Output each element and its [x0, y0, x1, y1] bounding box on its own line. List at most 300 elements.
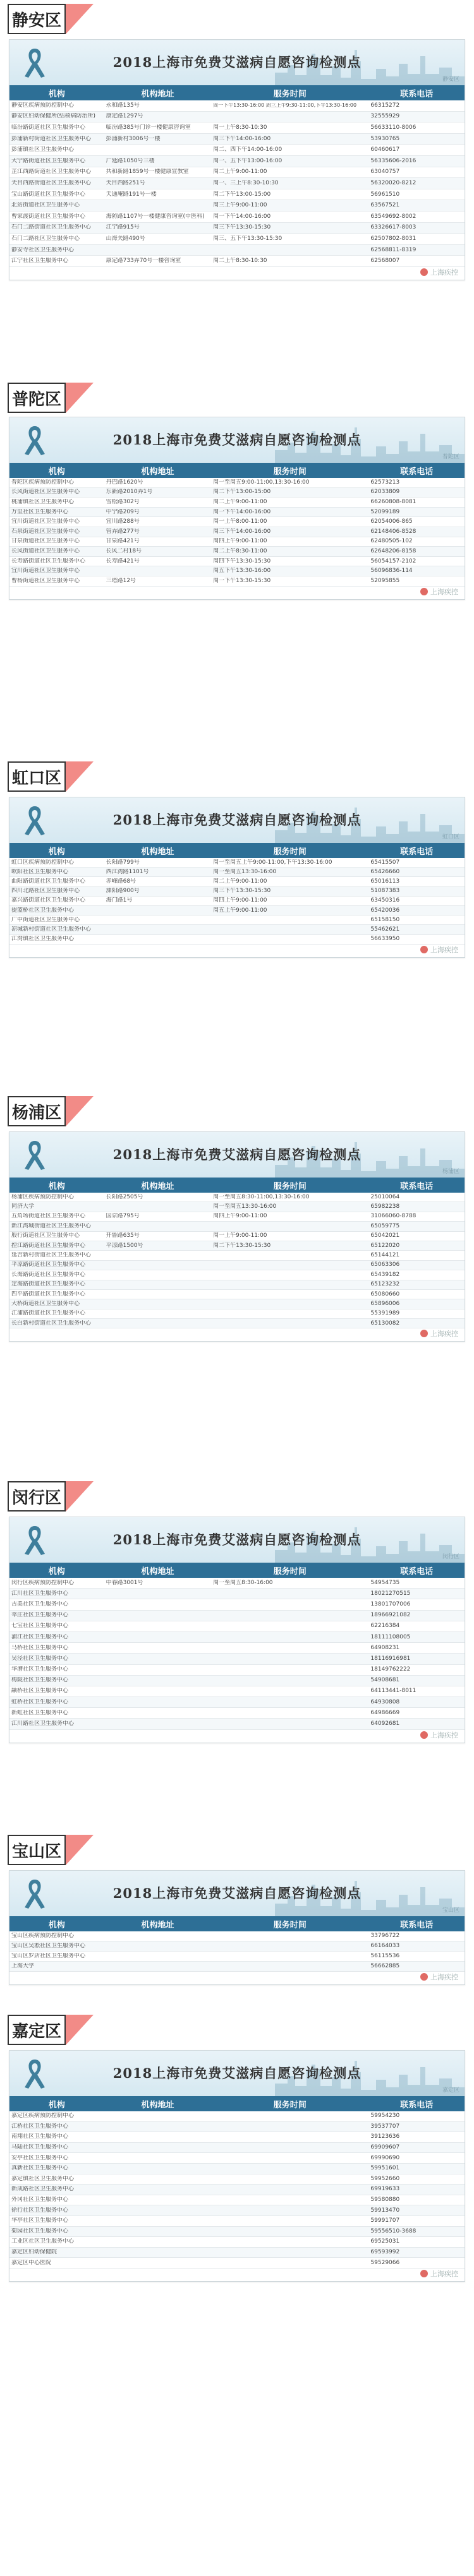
table-cell: 曲阳路街道社区卫生服务中心: [11, 878, 86, 885]
table-row: [9, 1697, 465, 1708]
table-row: [9, 1290, 465, 1299]
table-body: [9, 1578, 465, 1730]
table-row: [9, 1589, 465, 1599]
table-cell: 长风街道社区卫生服务中心: [11, 489, 80, 496]
column-header-name: 机构: [48, 1181, 65, 1191]
brand-footer: [420, 2269, 458, 2279]
brand-logo-icon: [420, 268, 428, 276]
card-tag: 宝山区: [442, 1907, 459, 1914]
table-cell: 杨浦区疾病预防控制中心: [11, 1193, 75, 1200]
pink-arrow-icon: [66, 1096, 94, 1126]
table-cell: 59913470: [370, 2207, 400, 2214]
table-row: [9, 2205, 465, 2216]
table-cell: 65982238: [370, 1203, 400, 1210]
table-cell: 长寿路421号: [106, 558, 140, 564]
table-cell: 虹桥社区卫生服务中心: [11, 1698, 69, 1705]
district-title: [0, 0, 474, 38]
table-cell: 长寿路街道社区卫生服务中心: [11, 558, 86, 564]
table-row: [9, 1280, 465, 1290]
table-row: [9, 2216, 465, 2227]
table-cell: 65123232: [370, 1281, 400, 1288]
table-cell: 南翔社区卫生服务中心: [11, 2133, 69, 2140]
district-name: 杨浦区: [11, 1103, 61, 1123]
column-header-time: 服务时间: [273, 1566, 307, 1577]
table-cell: 周一至周五13:30-16:00: [213, 868, 277, 875]
table-cell: 63450316: [370, 897, 400, 904]
district-section: [0, 1477, 474, 1515]
table-cell: 周二下午13:00-15:00: [213, 191, 271, 198]
district-name: 虹口区: [11, 768, 61, 788]
table-row: [9, 877, 465, 886]
table-cell: 徐行社区卫生服务中心: [11, 2207, 69, 2214]
table-row: [9, 1212, 465, 1222]
district-name: 静安区: [11, 11, 61, 30]
table-cell: 周二上午9:00-11:00: [213, 878, 267, 885]
table-cell: 康定路733弄70号一楼咨询室: [106, 258, 181, 265]
column-header-name: 机构: [48, 847, 65, 857]
table-cell: 66260808-8081: [370, 498, 416, 505]
district-section: [0, 0, 474, 38]
table-cell: 54954735: [370, 1579, 400, 1586]
table-cell: 62148406-8528: [370, 528, 416, 535]
table-row: [9, 508, 465, 518]
table-row: [9, 2111, 465, 2122]
table-cell: 62573213: [370, 479, 400, 486]
table-row: [9, 547, 465, 557]
table-row: [9, 1643, 465, 1654]
column-header-phone: 联系电话: [400, 467, 434, 477]
table-cell: 56633110-8006: [370, 124, 416, 131]
table-row: [9, 2248, 465, 2258]
table-cell: 64908231: [370, 1644, 400, 1651]
table-cell: 63040757: [370, 169, 400, 176]
pink-arrow-icon: [66, 1835, 94, 1865]
table-cell: 山海关路490号: [106, 235, 145, 242]
district-title: [0, 2011, 474, 2049]
table-cell: 32555929: [370, 113, 400, 120]
table-cell: 62507802-8031: [370, 235, 416, 242]
district-title: [0, 1477, 474, 1515]
table-cell: 周一上午8:00-11:00: [213, 518, 267, 525]
table-cell: 甘泉路421号: [106, 538, 140, 545]
table-row: [9, 167, 465, 179]
table-row: [9, 1632, 465, 1643]
table-cell: 56961510: [370, 191, 400, 198]
table-row: [9, 256, 465, 267]
table-cell: 56054157-2102: [370, 558, 416, 564]
table-cell: 65420036: [370, 907, 400, 914]
table-cell: 宝山区疾病预防控制中心: [11, 1933, 75, 1939]
table-cell: 西江湾路1101号: [106, 868, 149, 875]
table-cell: 18966921082: [370, 1612, 411, 1619]
brand-name: 上海疾控: [430, 2269, 458, 2278]
card-tag: 静安区: [442, 76, 459, 83]
table-cell: 18116916981: [370, 1655, 411, 1662]
table-header: [9, 1916, 465, 1931]
table-cell: 真新社区卫生服务中心: [11, 2165, 69, 2172]
table-cell: 临汾路385号门诊一楼健康咨询室: [106, 124, 191, 131]
table-row: [9, 537, 465, 547]
table-cell: 中宁路209号: [106, 508, 140, 515]
table-cell: 13801707006: [370, 1601, 411, 1607]
table-row: [9, 1941, 465, 1952]
brand-name: 上海疾控: [430, 1973, 458, 1981]
card-title: 2018上海市免费艾滋病自愿咨询检测点: [112, 1147, 362, 1162]
table-cell: 52095855: [370, 577, 400, 584]
table-cell: 59951601: [370, 2165, 400, 2172]
card-banner: [9, 1517, 465, 1563]
table-row: [9, 1708, 465, 1719]
column-header-address: 机构地址: [141, 2100, 174, 2110]
table-row: [9, 566, 465, 576]
district-title: [0, 1092, 474, 1130]
table-cell: 周四上午9:00-11:00: [213, 1213, 267, 1220]
table-cell: 江湾镇社区卫生服务中心: [11, 936, 75, 943]
table-header: [9, 2096, 465, 2111]
table-cell: 国京路795号: [106, 1213, 140, 1220]
table-row: [9, 2174, 465, 2185]
district-title: [0, 1831, 474, 1869]
table-cell: 同济大学: [11, 1203, 35, 1210]
column-header-name: 机构: [48, 1566, 65, 1577]
brand-name: 上海疾控: [430, 1731, 458, 1739]
table-cell: 周三、五下午13:30-15:30: [213, 235, 283, 242]
table-cell: 周三下午14:00-16:00: [213, 528, 271, 535]
table-cell: 53930765: [370, 135, 400, 142]
table-row: [9, 2237, 465, 2248]
table-cell: 周一下午13:30-15:30: [213, 577, 271, 584]
table-cell: 长风二村18号: [106, 547, 142, 554]
table-cell: 66315272: [370, 102, 400, 109]
table-cell: 提篮桥社区卫生服务中心: [11, 907, 75, 914]
table-cell: 周二上午9:00-11:00: [213, 169, 267, 176]
table-cell: 彭浦新村街道社区卫生服务中心: [11, 135, 92, 142]
table-row: [9, 2227, 465, 2238]
table-row: [9, 122, 465, 134]
table-row: [9, 2195, 465, 2206]
table-cell: 65063306: [370, 1261, 400, 1268]
table-row: [9, 1952, 465, 1962]
table-cell: 55391989: [370, 1310, 400, 1317]
table-cell: 外冈社区卫生服务中心: [11, 2197, 69, 2203]
table-cell: 周一至周五9:00-11:00,13:30-16:00: [213, 479, 310, 486]
card-title: 2018上海市免费艾滋病自愿咨询检测点: [112, 812, 362, 828]
brand-logo-icon: [420, 2270, 428, 2277]
table-row: [9, 897, 465, 906]
pink-arrow-icon: [66, 1481, 94, 1512]
card-tag: 普陀区: [442, 454, 459, 460]
table-cell: 周三下午14:00-16:00: [213, 135, 271, 142]
table-cell: 彭浦新村3006号一楼: [106, 135, 161, 142]
table-row: [9, 112, 465, 123]
table-cell: 周一下午14:00-16:00: [213, 213, 271, 220]
district-card: [9, 1131, 465, 1342]
district-section: [0, 379, 474, 417]
table-cell: 中春路3001号: [106, 1579, 143, 1586]
table-cell: 62216384: [370, 1623, 400, 1630]
table-cell: 嘉定镇社区卫生服务中心: [11, 2175, 75, 2182]
district-card: [9, 2050, 465, 2282]
table-cell: 60460617: [370, 146, 400, 153]
table-cell: 25010064: [370, 1193, 400, 1200]
table-cell: 华漕社区卫生服务中心: [11, 1666, 69, 1673]
table-cell: 溧阳路900号: [106, 888, 140, 895]
table-cell: 四平路街道社区卫生服务中心: [11, 1291, 86, 1297]
table-row: [9, 925, 465, 934]
table-row: [9, 557, 465, 567]
table-row: [9, 1241, 465, 1251]
table-cell: 曹家渡街道社区卫生服务中心: [11, 213, 86, 220]
table-cell: 59580880: [370, 2197, 400, 2203]
table-cell: 菊园社区卫生服务中心: [11, 2227, 69, 2234]
table-cell: 18021270515: [370, 1590, 411, 1597]
pink-arrow-icon: [66, 383, 94, 413]
table-cell: 65158150: [370, 916, 400, 923]
table-cell: 周五上午9:00-11:00: [213, 907, 267, 914]
table-row: [9, 212, 465, 223]
district-title-box: [8, 1481, 66, 1512]
table-cell: 嘉定区妇幼保健院: [11, 2249, 58, 2256]
table-cell: 江川社区卫生服务中心: [11, 1590, 69, 1597]
column-header-address: 机构地址: [141, 467, 174, 477]
table-row: [9, 527, 465, 537]
table-cell: 周一、五下午13:00-16:00: [213, 157, 283, 164]
table-cell: 马桥社区卫生服务中心: [11, 1644, 69, 1651]
table-cell: 54908681: [370, 1677, 400, 1684]
table-cell: 周四上午9:00-11:00: [213, 897, 267, 904]
pink-arrow-icon: [66, 4, 94, 34]
table-cell: 65896006: [370, 1300, 400, 1307]
table-cell: 65016113: [370, 878, 400, 885]
district-name: 普陀区: [11, 390, 61, 409]
table-cell: 65415507: [370, 859, 400, 866]
table-cell: 赤峰路68号: [106, 878, 137, 885]
card-tag: 嘉定区: [442, 2087, 459, 2094]
table-cell: 东新路2010弄1号: [106, 489, 153, 496]
table-cell: 62568007: [370, 258, 400, 265]
table-row: [9, 915, 465, 925]
table-cell: 65122020: [370, 1242, 400, 1249]
column-header-name: 机构: [48, 1920, 65, 1930]
table-cell: 周一至周五13:30-16:00: [213, 1203, 277, 1210]
table-cell: 63549692-8002: [370, 213, 416, 220]
table-cell: 周一上午8:30-10:30: [213, 124, 267, 131]
brand-footer: [420, 267, 458, 277]
table-cell: 69990690: [370, 2154, 400, 2161]
table-cell: 古美社区卫生服务中心: [11, 1601, 69, 1607]
table-cell: 江宁路915号: [106, 224, 140, 231]
table-cell: 69593992: [370, 2249, 400, 2256]
card-tag: 虹口区: [442, 834, 459, 840]
table-cell: 长阳路2505号: [106, 1193, 143, 1200]
table-cell: 周二下午13:00-15:00: [213, 489, 271, 496]
table-row: [9, 488, 465, 498]
table-cell: 周三下午13:30-15:30: [213, 224, 271, 231]
table-cell: 周二上午9:00-11:00: [213, 498, 267, 505]
table-body: [9, 2111, 465, 2269]
table-cell: 周三下午13:30-15:30: [213, 888, 271, 895]
table-cell: 吴泾社区卫生服务中心: [11, 1655, 69, 1662]
table-row: [9, 234, 465, 245]
table-cell: 静安区妇幼保健所(结核病防治所): [11, 113, 96, 120]
table-cell: 65130082: [370, 1320, 400, 1327]
table-cell: 宝山路街道社区卫生服务中心: [11, 191, 86, 198]
table-row: [9, 156, 465, 167]
column-header-phone: 联系电话: [400, 1181, 434, 1191]
table-cell: 新江湾城街道社区卫生服务中心: [11, 1222, 92, 1229]
table-cell: 凉城新村街道社区卫生服务中心: [11, 926, 92, 933]
table-cell: 北站街道社区卫生服务中心: [11, 202, 80, 209]
table-cell: 曹杨街道社区卫生服务中心: [11, 577, 80, 584]
table-cell: 广延路1050号三楼: [106, 157, 155, 164]
card-banner: [9, 40, 465, 85]
table-row: [9, 1309, 465, 1319]
table-row: [9, 134, 465, 145]
table-cell: 大桥街道社区卫生服务中心: [11, 1300, 80, 1307]
table-cell: 周五下午13:30-16:00: [213, 568, 271, 575]
table-cell: 康定路1297号: [106, 113, 143, 120]
brand-logo-icon: [420, 1330, 428, 1337]
table-cell: 66164033: [370, 1943, 400, 1949]
table-row: [9, 478, 465, 488]
table-cell: 55462621: [370, 926, 400, 933]
table-cell: 18111108005: [370, 1633, 411, 1640]
table-row: [9, 178, 465, 189]
column-header-name: 机构: [48, 467, 65, 477]
district-card: [9, 1517, 465, 1743]
district-title-box: [8, 761, 66, 792]
table-cell: 周二、四下午14:00-16:00: [213, 146, 283, 153]
table-cell: 临汾路街道社区卫生服务中心: [11, 124, 86, 131]
table-cell: 59952660: [370, 2175, 400, 2182]
table-row: [9, 2164, 465, 2174]
table-cell: 平凉路街道社区卫生服务中心: [11, 1261, 86, 1268]
table-row: [9, 223, 465, 234]
brand-name: 上海疾控: [430, 1330, 458, 1339]
brand-logo-icon: [420, 1731, 428, 1739]
table-cell: 共和新路1859号一楼健康宣教室: [106, 169, 189, 176]
table-row: [9, 517, 465, 527]
table-cell: 四川北路社区卫生服务中心: [11, 888, 80, 895]
district-title: [0, 758, 474, 796]
card-tag: 闵行区: [442, 1554, 459, 1560]
table-cell: 七宝社区卫生服务中心: [11, 1623, 69, 1630]
card-title: 2018上海市免费艾滋病自愿咨询检测点: [112, 432, 362, 448]
card-title: 2018上海市免费艾滋病自愿咨询检测点: [112, 54, 362, 70]
district-title-box: [8, 1096, 66, 1126]
district-section: [0, 1092, 474, 1130]
table-cell: 海防路1107号一楼健康咨询室(中医科): [106, 213, 205, 220]
table-cell: 周二上午8:30-10:30: [213, 258, 267, 265]
table-row: [9, 906, 465, 915]
pink-arrow-icon: [66, 761, 94, 792]
table-cell: 芷江西路街道社区卫生服务中心: [11, 169, 92, 176]
table-row: [9, 245, 465, 256]
table-header: [9, 1178, 465, 1193]
table-cell: 宜川街道社区卫生服务中心: [11, 568, 80, 575]
table-cell: 万里社区卫生服务中心: [11, 508, 69, 515]
brand-name: 上海疾控: [430, 945, 458, 954]
table-cell: 欧阳社区卫生服务中心: [11, 868, 69, 875]
column-header-address: 机构地址: [141, 1566, 174, 1577]
table-cell: 嘉定区中心医院: [11, 2259, 52, 2266]
column-header-address: 机构地址: [141, 847, 174, 857]
table-cell: 嘉定区疾病预防控制中心: [11, 2113, 75, 2120]
table-cell: 静安寺社区卫生服务中心: [11, 246, 75, 253]
table-cell: 海门路1号: [106, 897, 133, 904]
table-cell: 马陆社区卫生服务中心: [11, 2144, 69, 2151]
table-row: [9, 1270, 465, 1280]
district-name: 闵行区: [11, 1488, 61, 1508]
table-row: [9, 1599, 465, 1610]
table-cell: 周一至周五上午9:00-11:00,下午13:30-16:00: [213, 859, 332, 866]
table-cell: 天通庵路191号一楼: [106, 191, 157, 198]
table-cell: 桃浦镇社区卫生服务中心: [11, 498, 75, 505]
table-cell: 69525031: [370, 2238, 400, 2245]
table-cell: 59556510-3688: [370, 2227, 416, 2234]
table-cell: 石泉街道社区卫生服务中心: [11, 528, 80, 535]
table-cell: 普陀区疾病预防控制中心: [11, 479, 75, 486]
table-cell: 虹口区疾病预防控制中心: [11, 859, 75, 866]
table-row: [9, 1232, 465, 1241]
table-cell: 39123636: [370, 2133, 400, 2140]
brand-footer: [420, 1972, 458, 1982]
table-header: [9, 463, 465, 478]
district-section: [0, 2011, 474, 2049]
district-name: 宝山区: [11, 1842, 61, 1861]
brand-logo-icon: [420, 1973, 428, 1981]
table-cell: 丹巴路1620号: [106, 479, 143, 486]
table-cell: 长海路街道社区卫生服务中心: [11, 1271, 86, 1278]
card-banner: [9, 417, 465, 463]
table-cell: 64113441-8011: [370, 1688, 416, 1695]
table-cell: 嘉兴路街道社区卫生服务中心: [11, 897, 86, 904]
table-row: [9, 1676, 465, 1686]
table-cell: 五角场街道社区卫生服务中心: [11, 1213, 86, 1220]
table-header: [9, 85, 465, 100]
table-cell: 周一至周五8:30-16:00: [213, 1579, 273, 1586]
table-cell: 59529066: [370, 2259, 400, 2266]
district-card: [9, 39, 465, 280]
district-section: [0, 758, 474, 796]
table-row: [9, 1578, 465, 1589]
table-cell: 永和路135号: [106, 102, 140, 109]
pink-arrow-icon: [66, 2015, 94, 2045]
table-cell: 周一、三上午8:30-10:30: [213, 179, 279, 186]
table-cell: 宝山区吴淞社区卫生服务中心: [11, 1943, 86, 1949]
table-cell: 静安区疾病预防控制中心: [11, 102, 75, 109]
table-row: [9, 1261, 465, 1270]
table-cell: 定海路街道社区卫生服务中心: [11, 1281, 86, 1288]
table-cell: 52099189: [370, 508, 400, 515]
table-cell: 64986669: [370, 1709, 400, 1716]
brand-logo-icon: [420, 588, 428, 595]
table-cell: 颛桥社区卫生服务中心: [11, 1688, 69, 1695]
table-cell: 56335606-2016: [370, 157, 416, 164]
brand-footer: [420, 1730, 458, 1740]
table-cell: 新成路社区卫生服务中心: [11, 2186, 75, 2193]
table-cell: 石门二路社区卫生服务中心: [11, 235, 80, 242]
column-header-time: 服务时间: [273, 1181, 307, 1191]
column-header-phone: 联系电话: [400, 1920, 434, 1930]
table-cell: 56633950: [370, 936, 400, 943]
table-cell: 65080660: [370, 1291, 400, 1297]
table-cell: 56096836-114: [370, 568, 413, 575]
table-row: [9, 2153, 465, 2164]
column-header-address: 机构地址: [141, 1920, 174, 1930]
table-cell: 梅陇社区卫生服务中心: [11, 1677, 69, 1684]
table-body: [9, 100, 465, 267]
